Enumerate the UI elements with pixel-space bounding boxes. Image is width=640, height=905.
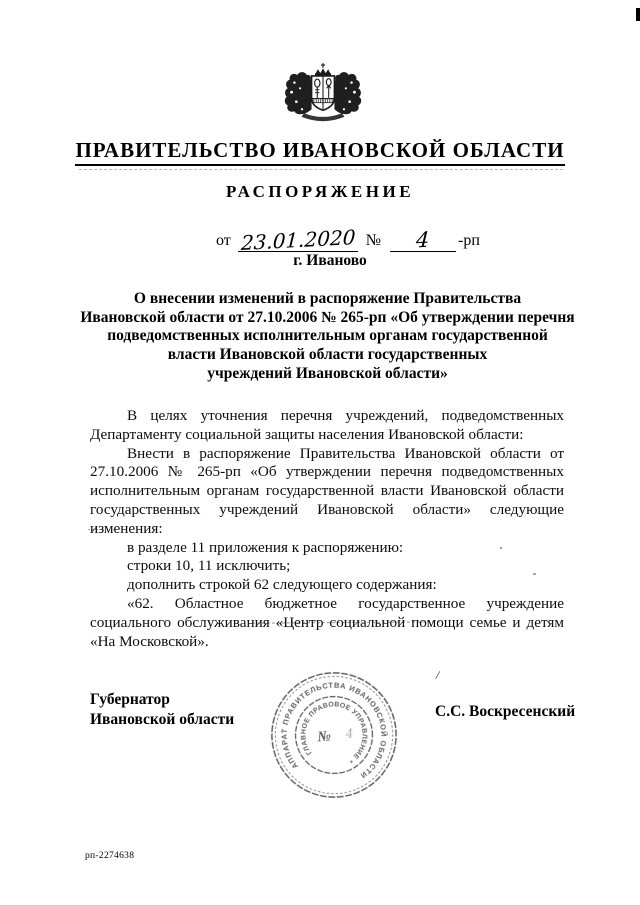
- stamp-inner-text: ГЛАВНОЕ ПРАВОВОЕ УПРАВЛЕНИЕ *: [300, 701, 368, 765]
- city-label: г. Иваново: [293, 252, 367, 269]
- number-sign-label: №: [365, 232, 382, 249]
- body-paragraph: дополнить строкой 62 следующего содержания:: [127, 576, 437, 594]
- signer-position-line: Ивановской области: [90, 711, 235, 728]
- date-prefix-label: от: [216, 232, 231, 249]
- svg-text:ГЛАВНОЕ ПРАВОВОЕ УПРАВЛЕНИЕ *: [298, 699, 371, 769]
- doc-title-line: Ивановской области от 27.10.2006 № 265-рп «Об утверждении перечня: [80, 308, 575, 326]
- org-name-text: ПРАВИТЕЛЬСТВО ИВАНОВСКОЙ ОБЛАСТИ: [75, 138, 564, 166]
- org-name-heading: [0, 138, 640, 166]
- scan-artifact-corner-mark: [636, 8, 640, 21]
- doc-title-line: подведомственных исполнительным органам государственной: [107, 327, 548, 345]
- stamp-number-sign: №: [316, 728, 332, 746]
- handwritten-date: 23.01.2020: [239, 224, 356, 256]
- doc-number-line: [216, 224, 480, 256]
- body-paragraph: «62. Областное бюджетное государственное учреждение социального обслуживания «Центр социальной помощи семье и детям «На Московской».: [90, 594, 564, 650]
- doc-title-line: власти Ивановской области государственных: [167, 346, 488, 364]
- ivanovo-coat-of-arms-icon: [283, 60, 363, 130]
- doc-body: [90, 407, 564, 651]
- doc-title: [45, 290, 610, 384]
- registration-code: рп-2274638: [85, 851, 135, 861]
- stamp-outer-text: АППАРАТ ПРАВИТЕЛЬСТВА ИВАНОВСКОЙ ОБЛАСТИ: [279, 680, 389, 781]
- doc-title-line: О внесении изменений в распоряжение Правительства: [133, 290, 522, 307]
- number-suffix-label: -рп: [458, 232, 480, 249]
- body-paragraph: В целях уточнения перечня учреждений, подведомственных Департаменту социальной защиты населения Ивановской области:: [90, 407, 564, 443]
- pen-mark: /: [434, 667, 441, 683]
- body-paragraph: в разделе 11 приложения к распоряжению:: [127, 538, 404, 556]
- doc-type-heading: РАСПОРЯЖЕНИЕ: [225, 182, 415, 201]
- signer-position-line: Губернатор: [90, 691, 170, 708]
- signer-name: С.С. Воскресенский: [435, 703, 576, 720]
- date-underline-slot: [238, 224, 358, 256]
- body-paragraph: Внести в распоряжение Правительства Ивановской области от 27.10.2006 № 265-рп «Об утверждении перечня подведомственных исполнительным органам государственной власти Ивановской области государственных учреждений Ивановской области» следующие изменения:: [90, 444, 564, 537]
- doc-title-line: учреждений Ивановской области»: [207, 364, 448, 382]
- body-paragraph: строки 10, 11 исключить;: [127, 557, 291, 575]
- round-stamp: [259, 660, 409, 810]
- signer-position: [90, 690, 234, 730]
- stamp-number-value: 4: [345, 726, 354, 741]
- handwritten-number: 4: [415, 227, 431, 253]
- number-underline-slot: [390, 229, 456, 252]
